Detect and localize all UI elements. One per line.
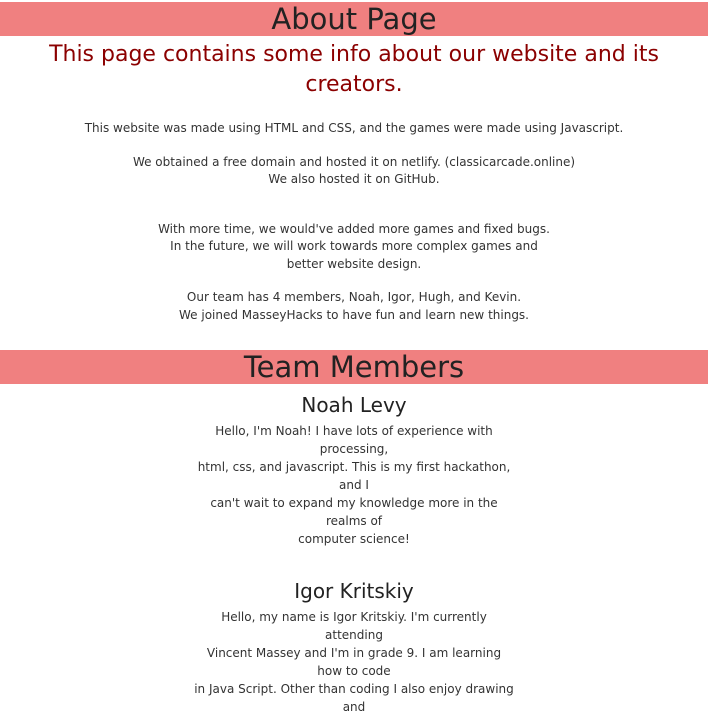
about-paragraph-1	[0, 120, 708, 138]
about-text-line: In the future, we will work towards more complex games and	[170, 239, 538, 253]
about-text-line: We also hosted it on GitHub.	[268, 172, 440, 186]
about-subtitle: This page contains some info about our website and its creators.	[49, 42, 659, 97]
bio-text-line: Hello, I'm Noah! I have lots of experience with processing,	[215, 424, 493, 456]
bio-text-line: can't wait to expand my knowledge more in the realms of	[210, 496, 498, 528]
team-member-name: Noah Levy	[301, 393, 407, 417]
team-header-band	[0, 350, 708, 384]
about-paragraph-2	[0, 154, 708, 189]
bio-text-line: Hello, my name is Igor Kritskiy. I'm currently attending	[221, 610, 487, 642]
team-member-bio	[194, 422, 514, 548]
bio-text-line: computer science!	[298, 532, 410, 546]
about-text-line: better website design.	[286, 256, 422, 271]
team-member-name: Igor Kritskiy	[294, 579, 414, 603]
about-text-line: With more time, we would've added more games and fixed bugs.	[158, 221, 550, 236]
about-paragraph-4	[0, 289, 708, 324]
bio-text-line: html, css, and javascript. This is my first hackathon, and I	[197, 460, 511, 492]
team-member-card	[0, 392, 708, 548]
bio-text-line: in Java Script. Other than coding I also enjoy drawing and	[194, 682, 514, 714]
team-section-title: Team Members	[243, 350, 465, 384]
about-text-line: Our team has 4 members, Noah, Igor, Hugh, and Kevin.	[186, 290, 522, 304]
about-header-band	[0, 2, 708, 36]
about-text-line: We joined MasseyHacks to have fun and learn new things.	[179, 307, 529, 322]
about-page-title: About Page	[271, 2, 437, 36]
team-member-bio	[194, 608, 514, 716]
bio-text-line: Vincent Massey and I'm in grade 9. I am learning how to code	[206, 646, 502, 678]
about-text-line: We obtained a free domain and hosted it on netlify. (classicarcade.online)	[132, 154, 576, 169]
about-text-line: This website was made using HTML and CSS, and the games were made using Javascript.	[84, 121, 624, 135]
team-member-card	[0, 578, 708, 716]
about-paragraph-3	[0, 221, 708, 274]
